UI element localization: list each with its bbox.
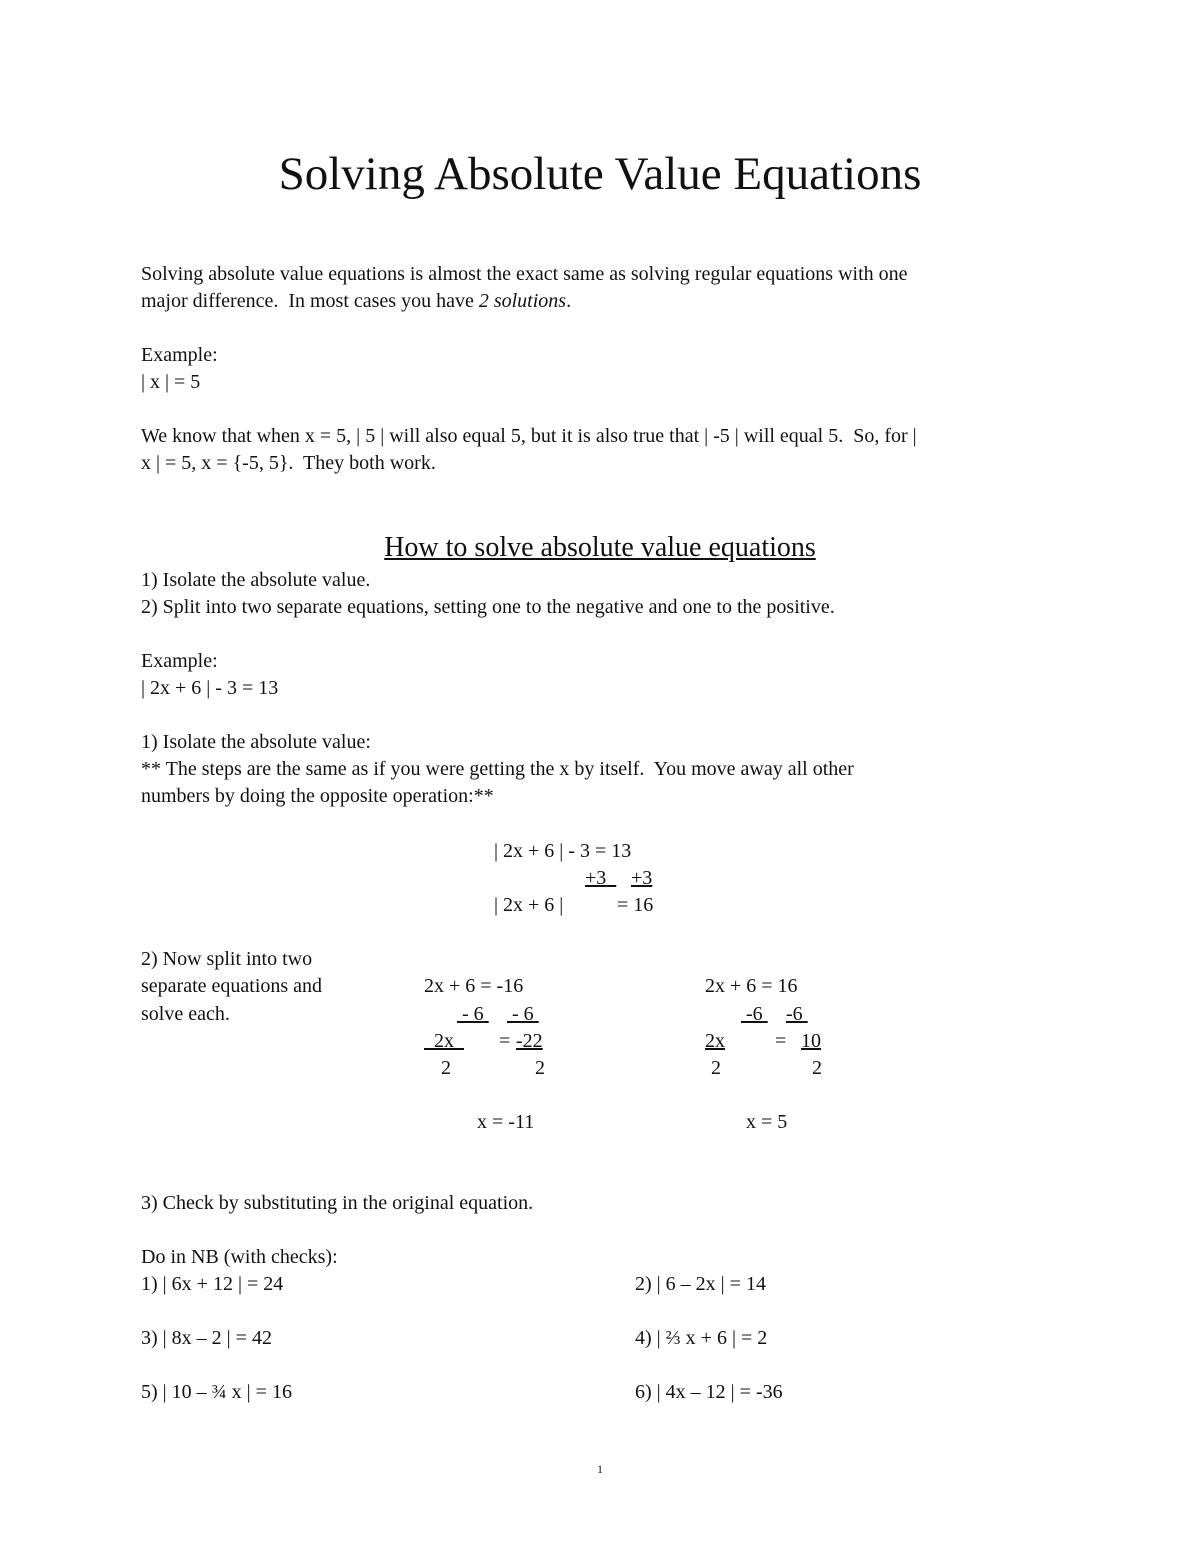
intro-text: major difference. In most cases you have: [141, 290, 479, 312]
right-equation: 2x + 6 = 16: [705, 975, 798, 997]
page-title: Solving Absolute Value Equations: [278, 148, 922, 200]
left-sub-1: [457, 1001, 489, 1028]
intro-line-2: [141, 288, 571, 315]
right-result: x = 5: [746, 1111, 788, 1133]
split-text-1: 2) Now split into two: [141, 948, 313, 970]
practice-problem-3: 3) | 8x – 2 | = 42: [141, 1327, 272, 1349]
left-denominator-right: 2: [535, 1057, 545, 1079]
howto-step-2: 2) Split into two separate equations, setting one to the negative and one to the positive.: [141, 596, 835, 618]
example2-equation: | 2x + 6 | - 3 = 13: [141, 677, 279, 699]
practice-problem-2: 2) | 6 – 2x | = 14: [635, 1273, 766, 1295]
howto-step-1: 1) Isolate the absolute value.: [141, 569, 371, 591]
left-sub-2: [507, 1001, 539, 1028]
example1-explanation-2: x | = 5, x = {-5, 5}. They both work.: [141, 452, 436, 474]
practice-problem-5: 5) | 10 – ¾ x | = 16: [141, 1381, 292, 1403]
practice-problem-6: 6) | 4x – 12 | = -36: [635, 1381, 783, 1403]
left-denominator-left: 2: [441, 1057, 451, 1079]
right-equals: =: [775, 1030, 787, 1052]
left-equation: 2x + 6 = -16: [424, 975, 524, 997]
example1-label: Example:: [141, 344, 218, 366]
example2-label: Example:: [141, 650, 218, 672]
right-denominator-left: 2: [711, 1057, 721, 1079]
left-sub-2-value: - 6: [512, 1003, 534, 1025]
page-number: 1: [597, 1462, 603, 1476]
work-line-1: | 2x + 6 | - 3 = 13: [494, 840, 632, 862]
right-numerator-left: 2x: [705, 1030, 725, 1052]
left-equals: =: [499, 1030, 511, 1052]
right-denominator-right: 2: [812, 1057, 822, 1079]
right-sub-2: [786, 1001, 808, 1028]
left-sub-1-value: - 6: [462, 1003, 484, 1025]
split-text-2: separate equations and: [141, 975, 323, 997]
check-step: 3) Check by substituting in the original equation.: [141, 1192, 534, 1214]
example1-equation: | x | = 5: [141, 371, 201, 393]
work-add-right: +3: [631, 867, 653, 889]
example2-note-1: ** The steps are the same as if you were getting the x by itself. You move away all other: [141, 758, 854, 780]
right-sub-1: [741, 1001, 768, 1028]
example1-explanation-1: We know that when x = 5, | 5 | will also equal 5, but it is also true that | -5 | will equal 5. So, for |: [141, 425, 917, 447]
example2-note-2: numbers by doing the opposite operation:**: [141, 785, 494, 807]
intro-period: .: [566, 290, 572, 312]
section-heading: How to solve absolute value equations: [384, 532, 816, 563]
example2-step-1: 1) Isolate the absolute value:: [141, 731, 371, 753]
left-numerator-left-value: 2x: [434, 1030, 454, 1052]
work-line-3-left: | 2x + 6 |: [494, 894, 564, 916]
right-sub-1-value: -6: [746, 1003, 763, 1025]
right-sub-2-value: -6: [786, 1003, 803, 1025]
left-result: x = -11: [477, 1111, 535, 1133]
intro-emphasis: 2 solutions: [478, 290, 567, 312]
work-line-3-right: = 16: [617, 894, 654, 916]
left-numerator-right: -22: [516, 1030, 543, 1052]
practice-problem-1: 1) | 6x + 12 | = 24: [141, 1273, 284, 1295]
right-numerator-right: 10: [801, 1030, 821, 1052]
work-add-left: [565, 865, 616, 892]
practice-problem-4: 4) | ⅔ x + 6 | = 2: [635, 1327, 768, 1349]
left-numerator-left: [424, 1028, 464, 1055]
intro-line-1: Solving absolute value equations is almost the exact same as solving regular equations with one: [141, 263, 908, 285]
split-text-3: solve each.: [141, 1003, 230, 1025]
work-add-left-value: +3: [585, 867, 607, 889]
practice-label: Do in NB (with checks):: [141, 1246, 338, 1268]
